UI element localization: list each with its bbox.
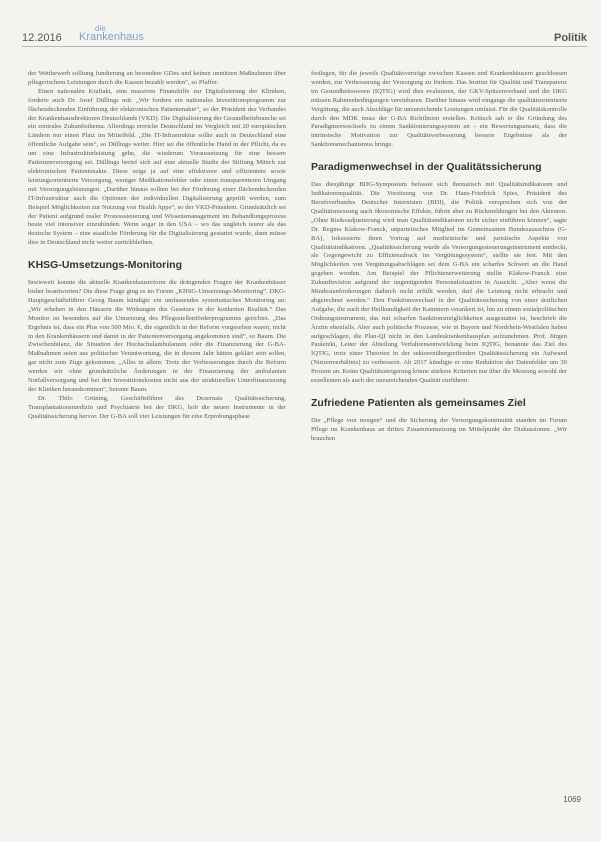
magazine-logo [79, 24, 144, 42]
left-column [28, 70, 286, 422]
section-label: Politik [553, 32, 587, 44]
page-header [22, 24, 587, 46]
header-rule [22, 46, 587, 47]
paragraph: Die „Pflege von morgen“ und die Sicherung der Versorgungskontinuität standen im Forum Pflege im Krankenhaus an drittes Zusammensetzung im Mittelpunkt der Diskussionen. „Wir brauchen [311, 417, 567, 442]
right-column [311, 70, 567, 444]
subheading: Paradigmenwechsel in der Qualitätssicherung [311, 161, 542, 174]
paragraph: Inwieweit konnte die aktuelle Krankenhausreform die drängenden Fragen der Krankenhäuser bisher beantworten? Die diese Frage ging es im Forum „KHSG-Umsetzungs-Monitoring“. DKG-Hauptgeschäftsführer Georg Baum kündigte ein umfassendes systematisches Monitoring an: „Wir erheben in den Häusern die Wirkungen des Gesetzes in der konkreten Realität.“ Das Monitor ist besonders auf die Umsetzung des Pflegestellenförderprogramms gerichtet. „Das Ergebnis ist, dass ein Plus von 500 Mio. €, die eigentlich in der Reform vorgesehen waren, nicht in den Krankenhäusern und damit in der Patientenversorgung angekommen sind“, so Baum. Die Zwischenbilanz, die Situation der Hochschulambulanzen oder die Finanzierung der G-BA-Maßnahmen seien aus politischer Verantwortung, die in diesem Jahr hätten geklärt sein sollen, gar nicht zum Zuge gekommen. „Alles in allem: Trotz der Verbesserungen durch die Reform werden wir ohne grundsätzliche Änderungen in der Finanzierung der ambulanten Notfallversorgung und bei den Investitionskosten nicht aus der strukturellen Unterfinanzierung der Kliniken herauskommen“, betonte Baum. [28, 279, 286, 393]
paragraph: der Wettbewerb solltung fundierung an besondere GDes und keinen unnützen Maßnahmen über pflegerischem Leistungen durch die Kassen bezahlt werden“, so Pfaffer. [28, 70, 286, 86]
page-number: 1069 [563, 795, 581, 804]
logo-prefix: die [95, 24, 106, 33]
paragraph: Dr. Thilo Grüning, Geschäftsführer des Dezernats Qualitätssicherung, Transplantationsmedizin und Psychiatrie bei der DKG, hob die neuen Instrumente in der Qualitätssicherung hervor. Der G-BA soll vier Leistungen für eine Erprobungsphase [28, 394, 286, 420]
paragraph: Das diesjährige BDG-Symposium befasste sich thematisch mit Qualitätsindikatoren und Indikatorenqualität. Die Vorsitzung von Dr. Hans-Friedrich Spies, Präsident des Berufsverbandes Deutscher Internisten (BDI), die Politik versprechen sich von der Qualitätsmessung auch ökonomische Effekte, führte aber zu Rückmeldungen bei den Akteuren. „Ohne Risikoadjustierung wird man Qualitätsindikatoren nicht sicher einführen können“, sagte Dr. Regina Klakow-Franck, unparteiisches Mitglied im Gemeinsamen Bundesausschuss (G-BA), fokussierte ihren Vortrag auf medizinische und juristische Aspekte von Qualitätsindikatoren. „Qualitätssicherung wurde als Versorgungssteuerungsinstrument entdeckt, als Gegengewicht zu Effizienzdruck im Vergütungssystem“, stellte sie fest. Mit den Möglichkeiten von Vergütungsabschlägen sei dem G-BA ein scharfes Schwert an die Hand gegeben worden. Am Beispiel der Pflichtenerweiterung stellte Klakow-Franck eine Zukunftsvision aufgrund der ungenügenden Personalsituation in Aussicht. „Aber wenn die Mindestanforderungen dadurch nicht erfüllt werden, darf die Leistung nicht erbracht und abgerechnet werden.“ Den Funktionswechsel in der Qualitätssicherung von einer ärztlichen Aufgabe, die auch der Heilkundigkeit der Kammern verankert ist, hin zu einem sozialpolitischen Ordnungsinstrument, das mit scharfen Sanktionsmöglichkeiten ausgestattet ist, beschrieb die Ärztin ebenfalls. Aber auch politische Prozesse, wie in Bayern und Nordrhein-Westfalen haben aufgeschlagen, die Plan-QI nicht in den Landeskrankenhausplan aufzunehmen. Prof. Jürgen Pauletzki, Leiter der Abteilung Verfahrensentwicklung beim IQTIG, benannte das Ziel des IQTIG, trotz einer Theorien in der sektorenübergreifenden Qualitätssicherung ein Aufwand (Nutzenverhältnis) zu verbessern. Ab 2017 kündigte er eine Reduktion der Datenfelder um 30 Prozent an. Keine Qualitätssteigerung könne stärkere Kriterien nur über die Messung sowohl der exzellenten als auch der unzureichenden Qualität einführen. [311, 181, 567, 385]
logo-title: Krankenhaus [79, 31, 144, 43]
paragraph: Einen nationalen Kraftakt, eine massiven Finanzhilfe zur Digitalisierung der Kliniken, forderte auch Dr. Josef Düllings mit: „Wir fordern ein nationales Investitionsprogramm zur flächendeckenden Einführung der elektronischen Patientenakte“, so der Präsident des Verbandes der Krankenhausdirektoren Deutschlands (VKD). Die Digitalisierung der Gesundheitsbranche sei ein zentrales Zukunftsthema. Allerdings erreiche Deutschland im Vergleich mit 20 europäischen Ländern nur einen Platz im Mittelfeld. „Die IT-Infrastruktur sollte auch in Deutschland eine öffentliche Aufgabe sein“, so Düllings weiter. Hier sei die öffentliche Hand in der Pflicht, da es um eine Infrastrukturleistung gehe, die wiederum Voraussetzung für eine bessere Patientenversorgung sei. Düllings berief sich auf eine aktuelle Studie der Stiftung Münch zur elektronischen Patientenakte. Diese zeige ja auf eine effektivere und effizientere sowie leistungsorientierte Versorgung, weniger Medikationsfehler oder einen transparenteren Umgang mit Versorgungsleistungen. „Darüber hinaus sollten bei der Förderung einer flächendeckenden IT-Infrastruktur auch die Optionen der individuellen Digitalisierung geprüft werden, zum Beispiel Möglichkeiten zur Nutzung von Health Apps“, so der VKD-Präsident. Grundsätzlich sei der Patient aufgrund realer Prozesssteuerung und Wissensmanagement im Behandlungsprozess heute viel intensiver einzubinden. Wenn sogar in den USA – wo das ungleich teurer als das deutsche System – eine staatliche Förderung für die Digitalisierung gestartet wurde, dann müsse dies in Deutschland nicht weiter zurückbleiben. [28, 87, 286, 247]
subheading: Zufriedene Patienten als gemeinsames Ziel [311, 397, 526, 409]
subheading: KHSG-Umsetzungs-Monitoring [28, 259, 182, 272]
paragraph: festlegen, für die jeweils Qualitätsverträge zwischen Kassen und Krankenhäusern geschlossen werden, zur Verbesserung der Versorgung zu fördern. Das Institut für Qualität und Transparenz im Gesundheitswesen (IQTIG) wird dies evaluieren, der GKV-Spitzenverband und die DKG müssen Rahmenbedingungen vereinbaren. Darüber hinaus wird eingangs die qualitätsorientierte Vergütung, die auch Abschläge für unzureichende Leistungen umfasst. Für die Qualitätskontrolle durch den MDK muss der G-BA Richtlinien erstellen. Kritisch sah er die Gründung des Paradigmenwechsels zu einem Sanktionierungssystem an – ein Bewertungsansatz, dass die intrinsische Motivation zur Qualitätsverbesserung bessere Ergebnisse als der Sanktionsmechanismus bringe. [311, 70, 567, 149]
issue-date: 12.2016 [22, 32, 62, 44]
